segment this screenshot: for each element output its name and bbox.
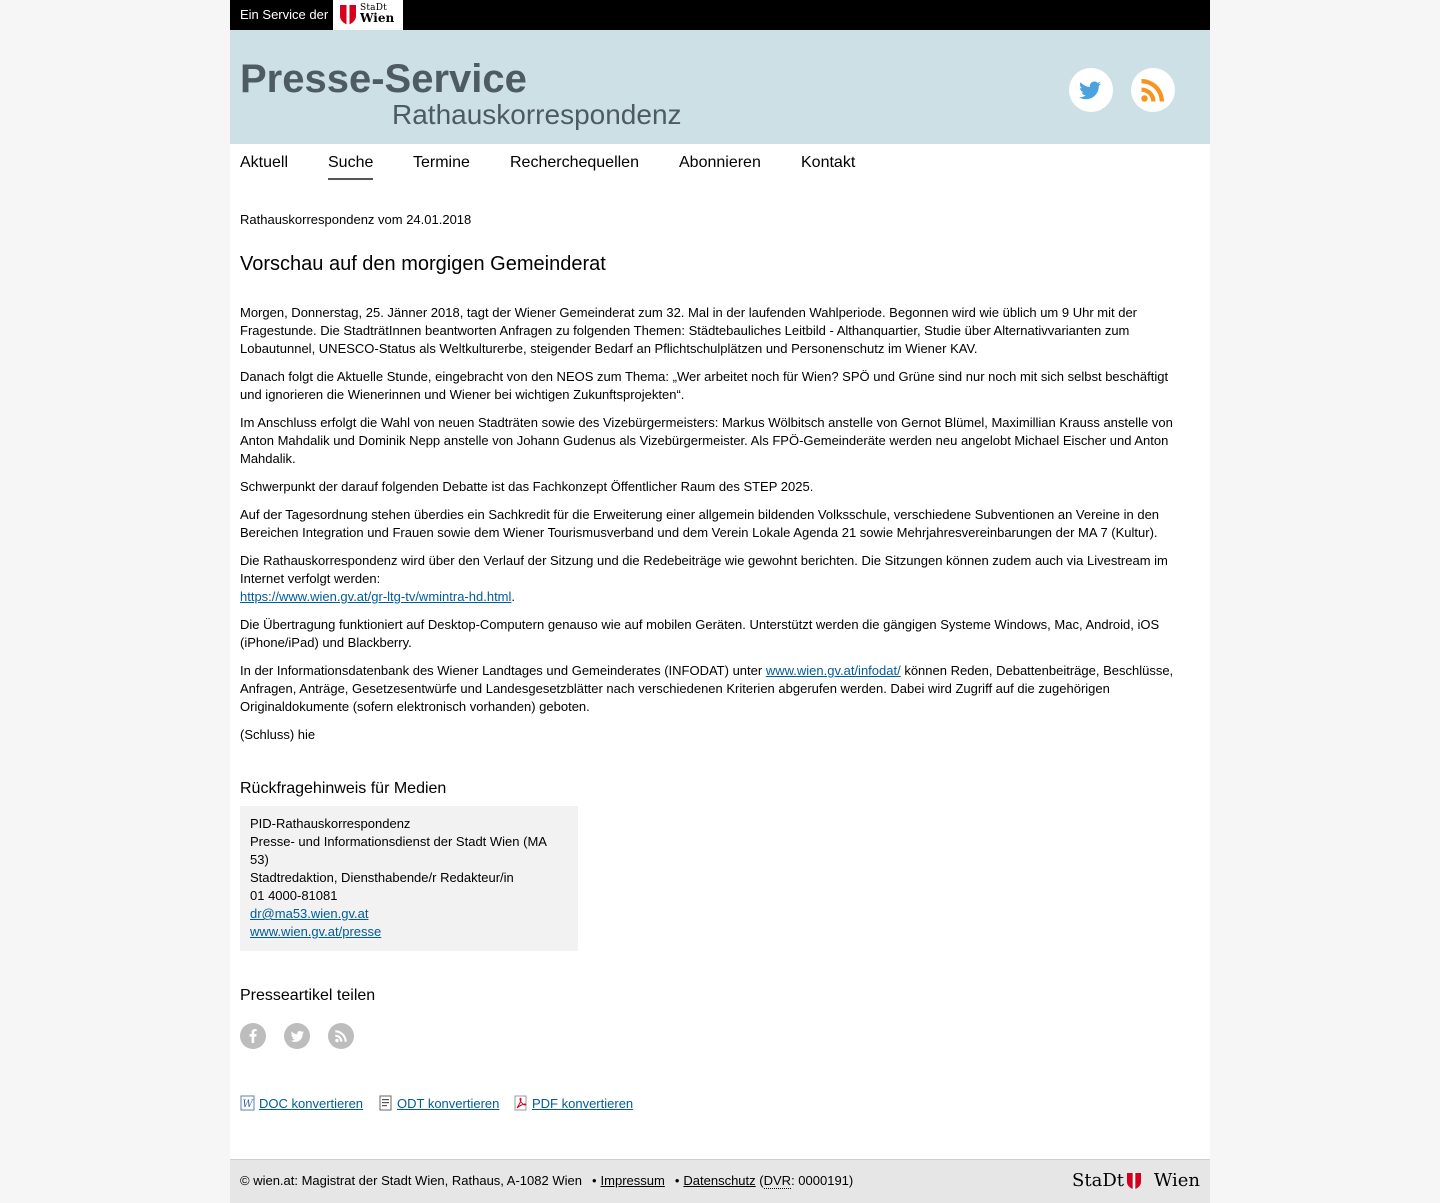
share-twitter-button[interactable] xyxy=(284,1023,310,1049)
logo-stadt-text: StaDt xyxy=(360,3,387,13)
svg-text:W: W xyxy=(242,1099,253,1110)
article-paragraph: Morgen, Donnerstag, 25. Jänner 2018, tagt der Wiener Gemeinderat zum 32. Mal in der laufenden Wahlperiode. Begonnen wird wie üblich um 9 Uhr mit der Fragestunde. Die StadträtInnen beantworten Anfragen zu folgenden Themen: Städtebauliches Leitbild - Althanquartier, Studie über Alternativvarianten zum Lobautunnel, UNESCO-Status als Weltkulturerbe, steigender Bedarf an Pflichtschulplätzen und Personenschutz im Wiener KAV. xyxy=(240,305,1137,356)
nav-item-recherchequellen[interactable]: Recherchequellen xyxy=(510,154,639,171)
share-rss-button[interactable] xyxy=(328,1023,354,1049)
footer-logo-wien: Wien xyxy=(1153,1170,1200,1191)
nav-item-suche[interactable]: Suche xyxy=(328,154,374,171)
wien-shield-icon xyxy=(1126,1172,1142,1190)
contact-line: Presse- und Informationsdienst der Stadt Wien (MA 53) xyxy=(250,834,547,867)
impressum-link[interactable]: Impressum xyxy=(600,1173,665,1188)
wien-shield-icon xyxy=(339,4,357,26)
article-paragraph: Schwerpunkt der darauf folgenden Debatte ist das Fachkonzept Öffentlicher Raum des STEP 2025. xyxy=(240,479,814,494)
logo-wien-text: Wien xyxy=(360,11,395,25)
doc-convert-link[interactable] xyxy=(240,1095,363,1113)
paragraph-text: können Reden, Debattenbeiträge, Beschlüsse, Anfragen, Anträge, Gesetzesentwürfe und Landesgesetzblätter nach verschiedenen Kriterien abgerufen werden. Dabei wird Zugriff auf die zugehörigen Originaldokumente (sofern elektronisch vorhanden) geboten. xyxy=(240,663,1174,714)
site-footer xyxy=(230,1159,1210,1203)
article-paragraph: (Schluss) hie xyxy=(240,727,316,742)
odt-convert-label: ODT konvertieren xyxy=(397,1096,500,1111)
twitter-icon xyxy=(284,1023,310,1049)
nav-item-termine[interactable]: Termine xyxy=(413,154,470,171)
contact-line: PID-Rathauskorrespondenz xyxy=(250,816,411,831)
footer-copyright-line xyxy=(240,1173,853,1189)
article-paragraph: Die Übertragung funktioniert auf Desktop-Computern genauso wie auf mobilen Geräten. Unterstützt werden die gängigen Systeme Windows, Mac, Android, iOS (iPhone/iPad) und Blackberry. xyxy=(240,617,1160,650)
site-title[interactable]: Presse-Service xyxy=(240,57,527,101)
pdf-convert-link[interactable] xyxy=(513,1095,633,1113)
footer-separator: • xyxy=(674,1173,680,1188)
odt-doc-icon xyxy=(378,1095,394,1111)
facebook-icon xyxy=(240,1023,266,1049)
article xyxy=(240,212,1180,1113)
site-header xyxy=(230,30,1210,144)
nav-item-kontakt[interactable]: Kontakt xyxy=(801,154,856,171)
contact-email-link[interactable]: dr@ma53.wien.gv.at xyxy=(250,906,369,921)
main-nav xyxy=(230,144,1210,184)
stadt-wien-logo[interactable] xyxy=(333,0,403,30)
article-dateline: Rathauskorrespondenz vom 24.01.2018 xyxy=(240,212,472,227)
article-paragraph: Im Anschluss erfolgt die Wahl von neuen Stadträten sowie des Vizebürgermeisters: Markus Wölbitsch anstelle von Gernot Blümel, Maximillian Krauss anstelle von Anton Mahdalik und Dominik Nepp anstelle von Johann Gudenus als Vizebürgermeister. Als FPÖ-Gemeinderäte werden neu angelobt Michael Eischer und Anton Mahdalik. xyxy=(240,415,1173,466)
article-paragraph: Auf der Tagesordnung stehen überdies ein Sachkredit für die Erweiterung einer allgemein bildenden Volksschule, verschiedene Subventionen an Vereine in den Bereichen Integration und Frauen sowie dem Wiener Tourismusverband und dem Verein Lokale Agenda 21 sowie Mehrjahresvereinbarungen der MA 7 (Kultur). xyxy=(240,507,1160,540)
pdf-doc-icon xyxy=(513,1095,529,1111)
share-title: Presseartikel teilen xyxy=(240,987,376,1004)
article-paragraph xyxy=(240,662,1180,716)
rss-button[interactable] xyxy=(1131,68,1175,112)
top-service-bar xyxy=(230,0,1210,30)
datenschutz-link[interactable]: Datenschutz xyxy=(683,1173,756,1188)
rss-icon xyxy=(1131,68,1175,112)
nav-item-aktuell[interactable]: Aktuell xyxy=(240,154,289,171)
rss-icon xyxy=(328,1023,354,1049)
nav-item-abonnieren[interactable]: Abonnieren xyxy=(679,154,761,171)
contact-phone: 01 4000-81081 xyxy=(250,888,338,903)
paragraph-text: . xyxy=(511,589,516,604)
dvr-value: : 0000191) xyxy=(791,1173,854,1188)
contact-title: Rückfragehinweis für Medien xyxy=(240,780,447,797)
dvr-abbr: DVR xyxy=(763,1173,792,1188)
twitter-button[interactable] xyxy=(1069,68,1113,112)
footer-copyright: © wien.at: Magistrat der Stadt Wien, Rathaus, A-1082 Wien xyxy=(240,1173,582,1188)
convert-links xyxy=(240,1095,1180,1113)
footer-separator: • xyxy=(591,1173,597,1188)
page xyxy=(230,0,1210,1203)
contact-line: Stadtredaktion, Diensthabende/r Redakteur/in xyxy=(250,870,514,885)
contact-box xyxy=(240,806,578,951)
article-title: Vorschau auf den morgigen Gemeinderat xyxy=(240,253,606,275)
paragraph-text: Die Rathauskorrespondenz wird über den Verlauf der Sitzung und die Redebeiträge wie gewohnt berichten. Die Sitzungen können zudem auch via Livestream im Internet verfolgt werden: xyxy=(240,553,1168,586)
contact-web-link[interactable]: www.wien.gv.at/presse xyxy=(250,924,382,939)
article-body xyxy=(240,304,1180,744)
infodat-link[interactable]: www.wien.gv.at/infodat/ xyxy=(765,663,901,678)
dvr-open: ( xyxy=(759,1173,764,1188)
odt-convert-link[interactable] xyxy=(378,1095,499,1113)
doc-convert-label: DOC konvertieren xyxy=(259,1096,364,1111)
pdf-convert-label: PDF konvertieren xyxy=(532,1096,634,1111)
twitter-icon xyxy=(1069,68,1113,112)
paragraph-text: In der Informationsdatenbank des Wiener Landtages und Gemeinderates (INFODAT) unter xyxy=(240,663,766,678)
share-icons xyxy=(240,1023,1180,1049)
share-facebook-button[interactable] xyxy=(240,1023,266,1049)
footer-stadt-wien-logo[interactable] xyxy=(1070,1170,1200,1192)
word-doc-icon xyxy=(240,1095,256,1111)
article-paragraph: Danach folgt die Aktuelle Stunde, eingebracht von den NEOS zum Thema: „Wer arbeitet noch für Wien? SPÖ und Grüne sind nur noch mit sich selbst beschäftigt und ignorieren die Wienerinnen und Wiener bei wichtigen Zukunftsprojekten“. xyxy=(240,369,1169,402)
site-subtitle: Rathauskorrespondenz xyxy=(392,99,682,130)
service-label: Ein Service der xyxy=(240,7,329,22)
livestream-link[interactable]: https://www.wien.gv.at/gr-ltg-tv/wmintra-hd.html xyxy=(240,589,512,604)
article-paragraph xyxy=(240,552,1180,606)
footer-logo-stadt: StaDt xyxy=(1072,1170,1124,1191)
